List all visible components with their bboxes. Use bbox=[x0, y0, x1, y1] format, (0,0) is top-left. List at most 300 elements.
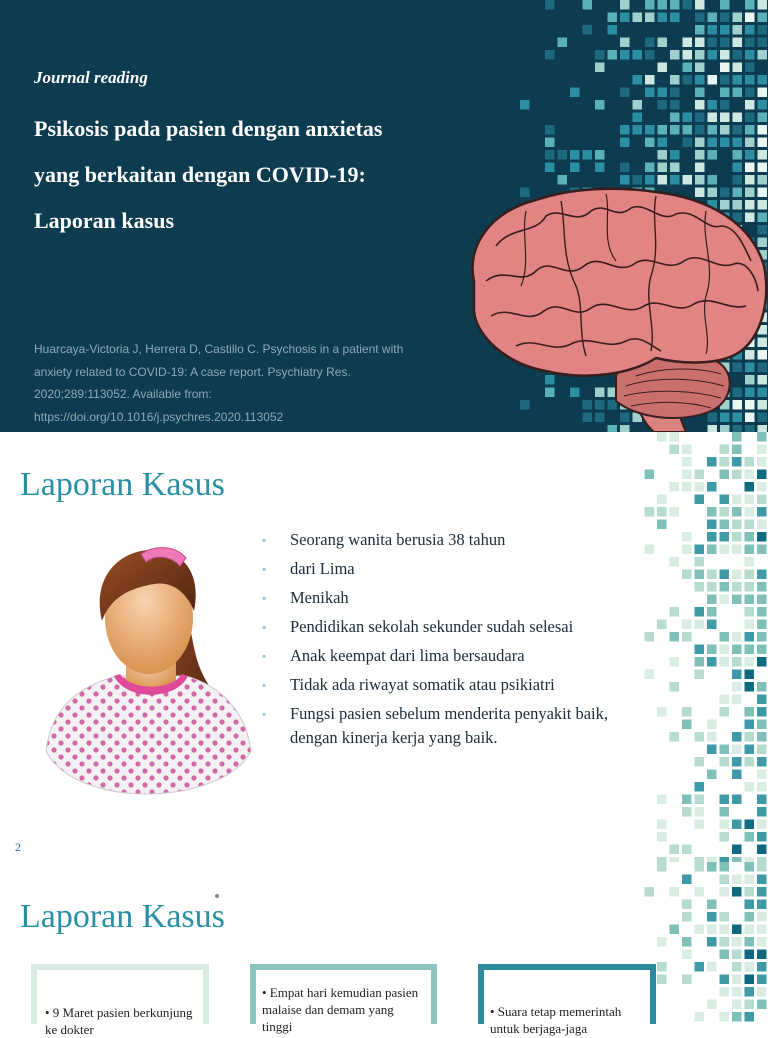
mosaic-pixel bbox=[645, 887, 655, 897]
mosaic-pixel bbox=[745, 595, 755, 605]
mosaic-pixel bbox=[633, 175, 643, 185]
mosaic-pixel bbox=[745, 682, 755, 692]
mosaic-pixel bbox=[633, 50, 643, 60]
mosaic-pixel bbox=[657, 795, 667, 805]
mosaic-pixel bbox=[732, 495, 742, 505]
mosaic-pixel bbox=[745, 520, 755, 530]
bullet-icon: ▪ bbox=[262, 707, 267, 721]
mosaic-pixel bbox=[658, 125, 668, 135]
mosaic-pixel bbox=[670, 50, 680, 60]
mosaic-pixel bbox=[732, 1012, 742, 1022]
mosaic-pixel bbox=[757, 570, 767, 580]
mosaic-pixel bbox=[708, 50, 718, 60]
list-item bbox=[262, 702, 632, 750]
mosaic-pixel bbox=[695, 962, 705, 972]
mosaic-pixel bbox=[682, 457, 692, 467]
mosaic-pixel bbox=[745, 937, 755, 947]
mosaic-pixel bbox=[745, 100, 755, 110]
mosaic-pixel bbox=[695, 88, 705, 98]
mosaic-pixel bbox=[745, 13, 755, 23]
mosaic-pixel bbox=[608, 13, 618, 23]
mosaic-pixel bbox=[670, 175, 680, 185]
mosaic-pixel bbox=[695, 732, 705, 742]
mosaic-pixel bbox=[583, 150, 593, 160]
list-item-text: Anak keempat dari lima bersaudara bbox=[290, 646, 525, 665]
slide-heading: Laporan Kasus bbox=[20, 898, 225, 935]
list-item bbox=[262, 615, 632, 639]
mosaic-pixel bbox=[745, 950, 755, 960]
mosaic-pixel bbox=[645, 0, 655, 10]
mosaic-pixel bbox=[682, 950, 692, 960]
mosaic-pixel bbox=[745, 470, 755, 480]
mosaic-pixel bbox=[708, 25, 718, 35]
mosaic-pixel bbox=[707, 482, 717, 492]
mosaic-pixel bbox=[757, 645, 767, 655]
mosaic-pixel bbox=[720, 545, 730, 555]
mosaic-pixel bbox=[670, 432, 680, 442]
mosaic-pixel bbox=[707, 607, 717, 617]
mosaic-pixel bbox=[707, 720, 717, 730]
mosaic-pixel bbox=[658, 63, 668, 73]
mosaic-pixel bbox=[620, 50, 630, 60]
mosaic-pixel bbox=[745, 25, 755, 35]
mosaic-pixel bbox=[645, 138, 655, 148]
mosaic-pixel bbox=[720, 470, 730, 480]
mosaic-pixel bbox=[720, 25, 730, 35]
mosaic-pixel bbox=[757, 925, 767, 935]
mosaic-pixel bbox=[745, 38, 755, 48]
mosaic-pixel bbox=[708, 113, 718, 123]
mosaic-pixel bbox=[757, 950, 767, 960]
mosaic-pixel bbox=[707, 620, 717, 630]
mosaic-pixel bbox=[695, 150, 705, 160]
mosaic-pixel bbox=[745, 925, 755, 935]
mosaic-pixel bbox=[633, 75, 643, 85]
mosaic-pixel bbox=[720, 445, 730, 455]
mosaic-pixel bbox=[633, 125, 643, 135]
mosaic-pixel bbox=[583, 0, 593, 10]
mosaic-pixel bbox=[732, 532, 742, 542]
mosaic-pixel bbox=[707, 545, 717, 555]
title-line: yang berkaitan dengan COVID-19: bbox=[34, 162, 366, 187]
mosaic-pixel bbox=[758, 100, 768, 110]
mosaic-pixel bbox=[695, 862, 705, 872]
mosaic-pixel bbox=[658, 138, 668, 148]
mosaic-pixel bbox=[695, 138, 705, 148]
mosaic-pixel bbox=[670, 113, 680, 123]
mosaic-pixel bbox=[733, 50, 743, 60]
mosaic-pixel bbox=[745, 745, 755, 755]
mosaic-pixel bbox=[720, 862, 730, 872]
mosaic-pixel bbox=[558, 175, 568, 185]
mosaic-pixel bbox=[732, 795, 742, 805]
mosaic-pixel bbox=[657, 507, 667, 517]
mosaic-pixel bbox=[720, 912, 730, 922]
mosaic-pixel bbox=[695, 607, 705, 617]
mosaic-pixel bbox=[757, 887, 767, 897]
mosaic-pixel bbox=[720, 507, 730, 517]
mosaic-pixel bbox=[757, 937, 767, 947]
mosaic-pixel bbox=[720, 657, 730, 667]
mosaic-pixel bbox=[720, 875, 730, 885]
bullet-icon: ▪ bbox=[262, 533, 267, 547]
bullet-icon: ▪ bbox=[262, 562, 267, 576]
mosaic-pixel bbox=[707, 657, 717, 667]
list-item bbox=[262, 644, 632, 668]
mosaic-pixel bbox=[658, 13, 668, 23]
mosaic-pixel bbox=[745, 645, 755, 655]
case-report-timeline-slide bbox=[0, 862, 768, 1037]
mosaic-pixel bbox=[720, 975, 730, 985]
mosaic-pixel bbox=[695, 63, 705, 73]
mosaic-pixel bbox=[732, 770, 742, 780]
mosaic-pixel bbox=[620, 175, 630, 185]
mosaic-pixel bbox=[745, 887, 755, 897]
mosaic-pixel bbox=[757, 875, 767, 885]
mosaic-pixel bbox=[670, 507, 680, 517]
mosaic-pixel bbox=[695, 807, 705, 817]
mosaic-pixel bbox=[720, 807, 730, 817]
bullet-icon: ▪ bbox=[262, 678, 267, 692]
mosaic-pixel bbox=[732, 820, 742, 830]
mosaic-pixel bbox=[620, 138, 630, 148]
mosaic-pixel bbox=[745, 875, 755, 885]
title-slide bbox=[0, 0, 768, 432]
mosaic-pixel bbox=[707, 925, 717, 935]
mosaic-pixel bbox=[758, 175, 768, 185]
mosaic-pixel bbox=[745, 150, 755, 160]
mosaic-pixel bbox=[695, 820, 705, 830]
mosaic-pixel bbox=[645, 670, 655, 680]
mosaic-pixel bbox=[745, 138, 755, 148]
mosaic-pixel bbox=[645, 507, 655, 517]
mosaic-pixel bbox=[670, 557, 680, 567]
mosaic-pixel bbox=[758, 13, 768, 23]
list-item bbox=[262, 586, 632, 610]
page-number: 2 bbox=[15, 840, 21, 854]
mosaic-pixel bbox=[757, 632, 767, 642]
mosaic-pixel bbox=[745, 495, 755, 505]
reference-link[interactable]: https://doi.org/10.1016/j.psychres.2020.113052 bbox=[34, 409, 284, 424]
mosaic-pixel bbox=[745, 912, 755, 922]
mosaic-pixel bbox=[695, 75, 705, 85]
mosaic-pixel bbox=[707, 457, 717, 467]
mosaic-pixel bbox=[757, 732, 767, 742]
mosaic-pixel bbox=[695, 545, 705, 555]
mosaic-pixel bbox=[733, 138, 743, 148]
timeline-card bbox=[478, 964, 656, 1036]
mosaic-pixel bbox=[620, 125, 630, 135]
mosaic-pixel bbox=[757, 757, 767, 767]
mosaic-pixel bbox=[720, 570, 730, 580]
mosaic-pixel bbox=[757, 582, 767, 592]
mosaic-pixel bbox=[707, 962, 717, 972]
mosaic-pixel bbox=[670, 100, 680, 110]
mosaic-pixel bbox=[732, 757, 742, 767]
reference-line: anxiety related to COVID-19: A case report. Psychiatry Res. bbox=[34, 364, 351, 379]
list-item-text: Pendidikan sekolah sekunder sudah selesai bbox=[290, 617, 574, 636]
mosaic-pixel bbox=[720, 457, 730, 467]
mosaic-pixel bbox=[745, 0, 755, 10]
mosaic-pixel bbox=[720, 100, 730, 110]
mosaic-pixel bbox=[757, 862, 767, 872]
mosaic-pixel bbox=[670, 0, 680, 10]
mosaic-pixel bbox=[757, 770, 767, 780]
mosaic-pixel bbox=[695, 620, 705, 630]
list-item-text: Tidak ada riwayat somatik atau psikiatri bbox=[290, 675, 555, 694]
mosaic-pixel bbox=[707, 645, 717, 655]
mosaic-pixel bbox=[670, 657, 680, 667]
mosaic-pixel bbox=[670, 445, 680, 455]
mosaic-pixel bbox=[707, 595, 717, 605]
mosaic-pixel bbox=[732, 745, 742, 755]
mosaic-pixel bbox=[758, 75, 768, 85]
mosaic-pixel bbox=[757, 807, 767, 817]
mosaic-pixel bbox=[720, 1012, 730, 1022]
mosaic-pixel bbox=[682, 795, 692, 805]
mosaic-pixel bbox=[733, 150, 743, 160]
reference-citation bbox=[34, 338, 454, 428]
patient-avatar-icon bbox=[36, 536, 260, 796]
mosaic-pixel bbox=[745, 832, 755, 842]
mosaic-pixel bbox=[633, 113, 643, 123]
mosaic-pixel bbox=[682, 975, 692, 985]
mosaic-pixel bbox=[658, 0, 668, 10]
mosaic-pixel bbox=[682, 875, 692, 885]
timeline-card bbox=[250, 964, 437, 1034]
mosaic-pixel bbox=[757, 720, 767, 730]
timeline-card-text: • Suara tetap memerintah untuk berjaga-jaga bbox=[490, 1004, 622, 1036]
mosaic-pixel bbox=[745, 862, 755, 872]
mosaic-pixel bbox=[645, 38, 655, 48]
mosaic-pixel bbox=[745, 720, 755, 730]
mosaic-pixel bbox=[745, 125, 755, 135]
list-item-text: Fungsi pasien sebelum menderita penyakit baik, dengan kinerja kerja yang baik. bbox=[290, 704, 609, 747]
mosaic-pixel bbox=[720, 832, 730, 842]
mosaic-pixel bbox=[720, 950, 730, 960]
mosaic-pixel bbox=[757, 695, 767, 705]
mosaic-pixel bbox=[732, 1000, 742, 1010]
mosaic-pixel bbox=[657, 495, 667, 505]
mosaic-pixel bbox=[695, 50, 705, 60]
mosaic-pixel bbox=[695, 757, 705, 767]
mosaic-pixel bbox=[707, 582, 717, 592]
mosaic-pixel bbox=[695, 582, 705, 592]
mosaic-pixel bbox=[707, 745, 717, 755]
mosaic-pixel bbox=[657, 937, 667, 947]
list-item bbox=[262, 673, 632, 697]
mosaic-pixel bbox=[732, 520, 742, 530]
mosaic-pixel bbox=[745, 75, 755, 85]
mosaic-pixel bbox=[708, 138, 718, 148]
mosaic-pixel bbox=[757, 782, 767, 792]
mosaic-pixel bbox=[720, 757, 730, 767]
mosaic-pixel bbox=[657, 707, 667, 717]
mosaic-pixel bbox=[707, 732, 717, 742]
mosaic-pixel bbox=[645, 88, 655, 98]
reference-line: 2020;289:113052. Available from: bbox=[34, 387, 212, 401]
mosaic-pixel bbox=[745, 63, 755, 73]
mosaic-pixel bbox=[745, 962, 755, 972]
mosaic-pixel bbox=[683, 113, 693, 123]
mosaic-pixel bbox=[707, 912, 717, 922]
mosaic-pixel bbox=[633, 100, 643, 110]
mosaic-pixel bbox=[545, 150, 555, 160]
mosaic-pixel bbox=[645, 545, 655, 555]
mosaic-pixel bbox=[682, 620, 692, 630]
mosaic-pixel bbox=[757, 495, 767, 505]
mosaic-pixel bbox=[695, 25, 705, 35]
mosaic-pixel bbox=[720, 38, 730, 48]
mosaic-pixel bbox=[520, 100, 530, 110]
mosaic-pixel bbox=[645, 163, 655, 173]
mosaic-pixel bbox=[733, 13, 743, 23]
mosaic-pixel bbox=[757, 457, 767, 467]
mosaic-pixel bbox=[758, 50, 768, 60]
mosaic-pixel bbox=[758, 138, 768, 148]
mosaic-pixel bbox=[657, 520, 667, 530]
mosaic-pixel bbox=[757, 520, 767, 530]
mosaic-pixel bbox=[645, 50, 655, 60]
mosaic-pixel bbox=[657, 832, 667, 842]
mosaic-pixel bbox=[733, 125, 743, 135]
mosaic-pixel bbox=[758, 150, 768, 160]
mosaic-pixel bbox=[745, 620, 755, 630]
mosaic-pixel bbox=[670, 607, 680, 617]
mosaic-pixel bbox=[745, 175, 755, 185]
mosaic-pixel bbox=[733, 63, 743, 73]
mosaic-pixel bbox=[720, 125, 730, 135]
mosaic-pixel bbox=[658, 150, 668, 160]
mosaic-pixel bbox=[545, 163, 555, 173]
mosaic-pixel bbox=[708, 75, 718, 85]
mosaic-pixel bbox=[682, 845, 692, 855]
mosaic-pixel bbox=[732, 682, 742, 692]
mosaic-pixel bbox=[720, 820, 730, 830]
case-report-slide bbox=[0, 432, 768, 862]
mosaic-pixel bbox=[645, 125, 655, 135]
mosaic-pixel bbox=[682, 470, 692, 480]
mosaic-pixel bbox=[670, 887, 680, 897]
mosaic-pixel bbox=[657, 962, 667, 972]
mosaic-pixel bbox=[732, 732, 742, 742]
mosaic-pixel bbox=[695, 0, 705, 10]
mosaic-pixel bbox=[757, 620, 767, 630]
mosaic-pixel bbox=[720, 0, 730, 10]
mosaic-pixel bbox=[658, 163, 668, 173]
mosaic-pixel bbox=[732, 845, 742, 855]
mosaic-pixel bbox=[545, 138, 555, 148]
mosaic-pixel bbox=[720, 987, 730, 997]
mosaic-pixel bbox=[670, 732, 680, 742]
mosaic-pixel bbox=[745, 88, 755, 98]
bullet-icon: ▪ bbox=[262, 591, 267, 605]
mosaic-pixel bbox=[695, 38, 705, 48]
mosaic-pixel bbox=[732, 645, 742, 655]
mosaic-pixel bbox=[682, 532, 692, 542]
mosaic-pixel bbox=[732, 670, 742, 680]
mosaic-pixel bbox=[732, 975, 742, 985]
mosaic-pixel bbox=[720, 532, 730, 542]
timeline-card bbox=[31, 964, 209, 1037]
mosaic-pixel bbox=[695, 495, 705, 505]
mosaic-pixel bbox=[745, 557, 755, 567]
mosaic-pixel bbox=[745, 582, 755, 592]
mosaic-pixel bbox=[682, 937, 692, 947]
mosaic-pixel bbox=[757, 470, 767, 480]
mosaic-pixel bbox=[708, 100, 718, 110]
mosaic-pixel bbox=[608, 25, 618, 35]
slide-title bbox=[34, 106, 464, 244]
mosaic-pixel bbox=[683, 50, 693, 60]
mosaic-pixel bbox=[670, 845, 680, 855]
mosaic-pixel bbox=[558, 38, 568, 48]
mosaic-pixel bbox=[545, 125, 555, 135]
mosaic-pixel bbox=[732, 432, 742, 442]
mosaic-pixel bbox=[720, 520, 730, 530]
mosaic-pixel bbox=[658, 88, 668, 98]
mosaic-pixel bbox=[757, 975, 767, 985]
mosaic-pixel bbox=[707, 900, 717, 910]
mosaic-pixel bbox=[595, 63, 605, 73]
mosaic-pixel bbox=[720, 795, 730, 805]
mosaic-pixel bbox=[670, 682, 680, 692]
mosaic-pixel bbox=[757, 745, 767, 755]
mosaic-pixel bbox=[682, 570, 692, 580]
mosaic-pixel bbox=[695, 782, 705, 792]
mosaic-pixel bbox=[683, 138, 693, 148]
mosaic-pixel bbox=[707, 570, 717, 580]
mosaic-pixel bbox=[758, 25, 768, 35]
mosaic-pixel bbox=[657, 975, 667, 985]
mosaic-pixel bbox=[745, 820, 755, 830]
mosaic-pixel bbox=[745, 507, 755, 517]
mosaic-pixel bbox=[757, 900, 767, 910]
mosaic-pixel bbox=[757, 595, 767, 605]
mosaic-pixel bbox=[683, 175, 693, 185]
mosaic-pixel bbox=[670, 482, 680, 492]
mosaic-pixel bbox=[645, 632, 655, 642]
mosaic-pixel bbox=[707, 532, 717, 542]
title-line: Laporan kasus bbox=[34, 208, 175, 233]
mosaic-pixel bbox=[732, 507, 742, 517]
mosaic-pixel bbox=[732, 925, 742, 935]
mosaic-pixel bbox=[682, 912, 692, 922]
mosaic-pixel bbox=[758, 88, 768, 98]
mosaic-pixel bbox=[708, 38, 718, 48]
mosaic-pixel bbox=[670, 13, 680, 23]
mosaic-pixel bbox=[683, 75, 693, 85]
mosaic-pixel bbox=[757, 912, 767, 922]
bullet-icon: ▪ bbox=[262, 620, 267, 634]
mosaic-pixel bbox=[745, 457, 755, 467]
mosaic-pixel bbox=[708, 13, 718, 23]
journal-reading-label: Journal reading bbox=[34, 68, 148, 87]
mosaic-pixel bbox=[745, 975, 755, 985]
mosaic-pixel bbox=[745, 757, 755, 767]
mosaic-pixel bbox=[670, 925, 680, 935]
mosaic-pixel bbox=[745, 1012, 755, 1022]
mosaic-pixel bbox=[620, 88, 630, 98]
mosaic-pixel bbox=[745, 707, 755, 717]
mosaic-pixel bbox=[757, 707, 767, 717]
mosaic-pixel bbox=[658, 175, 668, 185]
mosaic-pixel bbox=[720, 632, 730, 642]
mosaic-pixel bbox=[745, 657, 755, 667]
mosaic-pixel bbox=[695, 670, 705, 680]
mosaic-pixel bbox=[695, 163, 705, 173]
mosaic-pixel bbox=[595, 100, 605, 110]
